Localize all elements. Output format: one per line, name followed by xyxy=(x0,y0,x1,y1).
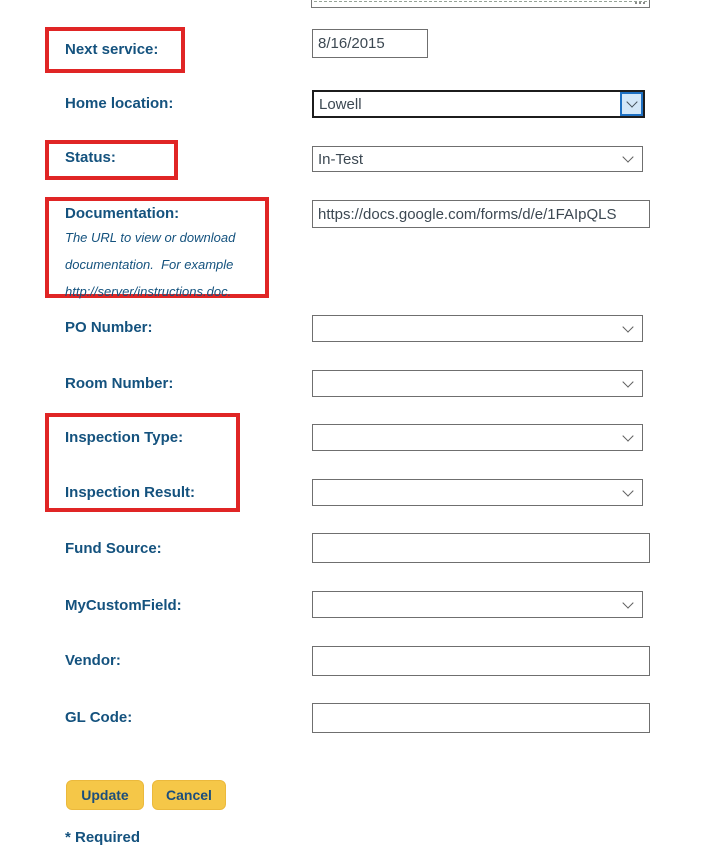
mycustomfield-select[interactable] xyxy=(312,591,643,618)
documentation-value: https://docs.google.com/forms/d/e/1FAIpQLS xyxy=(318,205,617,223)
inspection-type-select[interactable] xyxy=(312,424,643,451)
chevron-down-icon xyxy=(622,597,633,608)
room-number-label: Room Number: xyxy=(65,375,174,392)
gl-code-input[interactable] xyxy=(312,703,650,733)
update-button[interactable]: Update xyxy=(66,780,144,810)
gl-code-label: GL Code: xyxy=(65,709,133,726)
status-label: Status: xyxy=(65,149,116,166)
next-service-value: 8/16/2015 xyxy=(318,35,385,52)
inspection-type-label: Inspection Type: xyxy=(65,429,184,446)
required-note: * Required xyxy=(65,829,141,846)
inspection-result-select[interactable] xyxy=(312,479,643,506)
textarea-dashed-line xyxy=(314,1,647,2)
home-location-dropdown-button[interactable] xyxy=(620,92,643,116)
next-service-label: Next service: xyxy=(65,41,159,58)
fund-source-label: Fund Source: xyxy=(65,540,162,557)
mycustomfield-label: MyCustomField: xyxy=(65,597,182,614)
documentation-input[interactable] xyxy=(312,200,650,228)
documentation-help-line-2: documentation. For example xyxy=(65,257,234,272)
documentation-label: Documentation: xyxy=(65,205,180,222)
home-location-value: Lowell xyxy=(319,95,362,113)
resize-grip-icon[interactable] xyxy=(635,2,645,4)
chevron-down-icon xyxy=(626,96,637,107)
textarea-bottom-fragment[interactable] xyxy=(311,0,650,8)
home-location-label: Home location: xyxy=(65,95,174,112)
vendor-label: Vendor: xyxy=(65,652,121,669)
documentation-help-line-1: The URL to view or download xyxy=(65,230,236,245)
documentation-help-line-3: http://server/instructions.doc. xyxy=(65,284,232,299)
po-number-select[interactable] xyxy=(312,315,643,342)
home-location-select[interactable] xyxy=(312,90,645,118)
inspection-result-label: Inspection Result: xyxy=(65,484,196,501)
next-service-input[interactable] xyxy=(312,29,428,58)
chevron-down-icon xyxy=(622,485,633,496)
fund-source-input[interactable] xyxy=(312,533,650,563)
chevron-down-icon xyxy=(622,151,633,162)
chevron-down-icon xyxy=(622,430,633,441)
vendor-input[interactable] xyxy=(312,646,650,676)
status-value: In-Test xyxy=(318,150,364,168)
status-select[interactable] xyxy=(312,146,643,172)
chevron-down-icon xyxy=(622,321,633,332)
cancel-button[interactable]: Cancel xyxy=(152,780,226,810)
room-number-select[interactable] xyxy=(312,370,643,397)
po-number-label: PO Number: xyxy=(65,319,153,336)
chevron-down-icon xyxy=(622,376,633,387)
